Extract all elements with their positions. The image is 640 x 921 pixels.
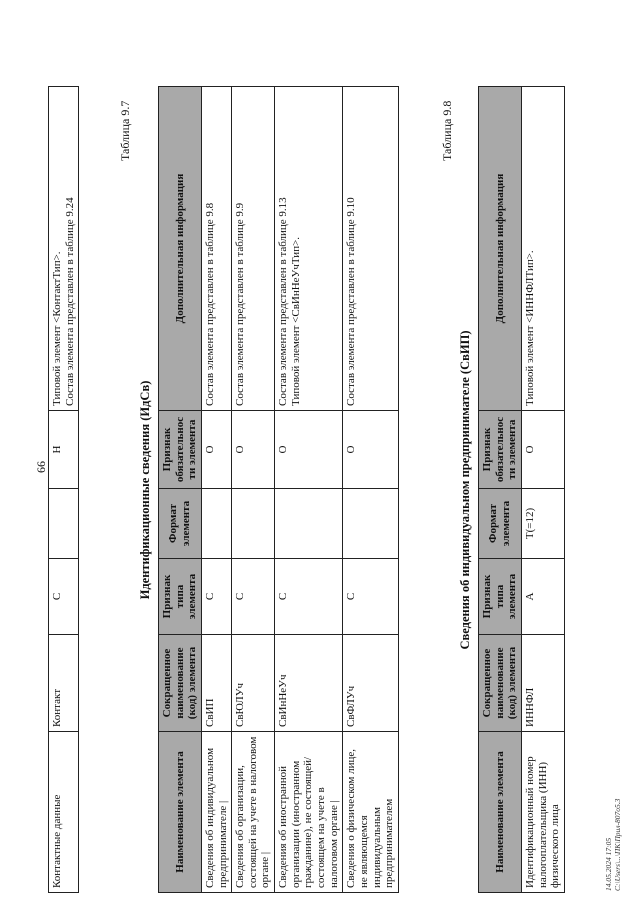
table-cell: Типовой элемент <КонтактТип>. Состав элемента представлен в таблице 9.24: [49, 87, 79, 411]
table-header-row: [159, 87, 202, 893]
footer-path: С:\Users\...\ПК\Прил-807о5.3: [613, 798, 622, 891]
table-row: [49, 87, 79, 893]
table-cell: О: [275, 411, 343, 489]
table-cell: С: [275, 559, 343, 635]
table-cell: Т(=12): [521, 489, 564, 559]
table-cell: С: [232, 559, 275, 635]
table-row: [521, 87, 564, 893]
table-header-row: [479, 87, 522, 893]
table-cell: О: [521, 411, 564, 489]
table-cell: Контакт: [49, 635, 79, 732]
table-cell: О: [201, 411, 231, 489]
column-header: Формат элемента: [479, 489, 522, 559]
prev-table: [48, 86, 79, 893]
table-cell: С: [49, 559, 79, 635]
table-cell: Контактные данные: [49, 732, 79, 893]
table-cell: СвИП: [201, 635, 231, 732]
footer-date: 14.05.2024 17:05: [604, 837, 613, 891]
column-header: Формат элемента: [159, 489, 202, 559]
table-cell: Сведения об индивидуальном предпринимателе |: [201, 732, 231, 893]
table-row: [275, 87, 343, 893]
table-cell: СвФЛУч: [343, 635, 399, 732]
table-cell: Состав элемента представлен в таблице 9.9: [232, 87, 275, 411]
table-9-8: [478, 86, 565, 893]
table-cell: Сведения об организации, состоящей на учете в налоговом органе |: [232, 732, 275, 893]
table-cell: О: [343, 411, 399, 489]
table-number: Таблица 9.7: [118, 100, 132, 161]
table-cell: ИННФЛ: [521, 635, 564, 732]
column-header: Дополнительная информация: [159, 87, 202, 411]
column-header: Сокращенное наименование (код) элемента: [159, 635, 202, 732]
table-cell: Сведения об иностранной организации (иностранном гражданине), не состоящей/состоящем на учете в налоговом органе |: [275, 732, 343, 893]
table-cell: С: [343, 559, 399, 635]
table-title: Идентификационные сведения (ИдСв): [138, 380, 152, 600]
column-header: Наименование элемента: [159, 732, 202, 893]
table-cell: СвИнНеУч: [275, 635, 343, 732]
table-cell: [232, 489, 275, 559]
table-cell: Состав элемента представлен в таблице 9.8: [201, 87, 231, 411]
table-number: Таблица 9.8: [440, 100, 454, 161]
table-row: [232, 87, 275, 893]
table-cell: [275, 489, 343, 559]
table-9-7: [158, 86, 399, 893]
table-cell: Идентификационный номер налогоплательщика (ИНН) физического лица: [521, 732, 564, 893]
table-row: [201, 87, 231, 893]
table-cell: С: [201, 559, 231, 635]
column-header: Признак типа элемента: [479, 559, 522, 635]
column-header: Сокращенное наименование (код) элемента: [479, 635, 522, 732]
table-cell: Состав элемента представлен в таблице 9.10: [343, 87, 399, 411]
table-cell: [201, 489, 231, 559]
column-header: Признак обязательности элемента: [479, 411, 522, 489]
table-cell: А: [521, 559, 564, 635]
table-cell: [343, 489, 399, 559]
page-number: 66: [34, 461, 48, 473]
column-header: Признак обязательности элемента: [159, 411, 202, 489]
footer: [604, 799, 622, 891]
table-title: Сведения об индивидуальном предпринимателе (СвИП): [458, 330, 472, 650]
table-row: [343, 87, 399, 893]
table-cell: [49, 489, 79, 559]
column-header: Дополнительная информация: [479, 87, 522, 411]
column-header: Наименование элемента: [479, 732, 522, 893]
table-cell: СвЮЛУч: [232, 635, 275, 732]
column-header: Признак типа элемента: [159, 559, 202, 635]
table-cell: О: [232, 411, 275, 489]
table-cell: Состав элемента представлен в таблице 9.13 Типовой элемент <СвИнНеУчТип>.: [275, 87, 343, 411]
table-cell: Типовой элемент <ИННФЛТип>.: [521, 87, 564, 411]
table-cell: Сведения о физическом лице, не являющемся индивидуальным предпринимателем: [343, 732, 399, 893]
table-cell: Н: [49, 411, 79, 489]
